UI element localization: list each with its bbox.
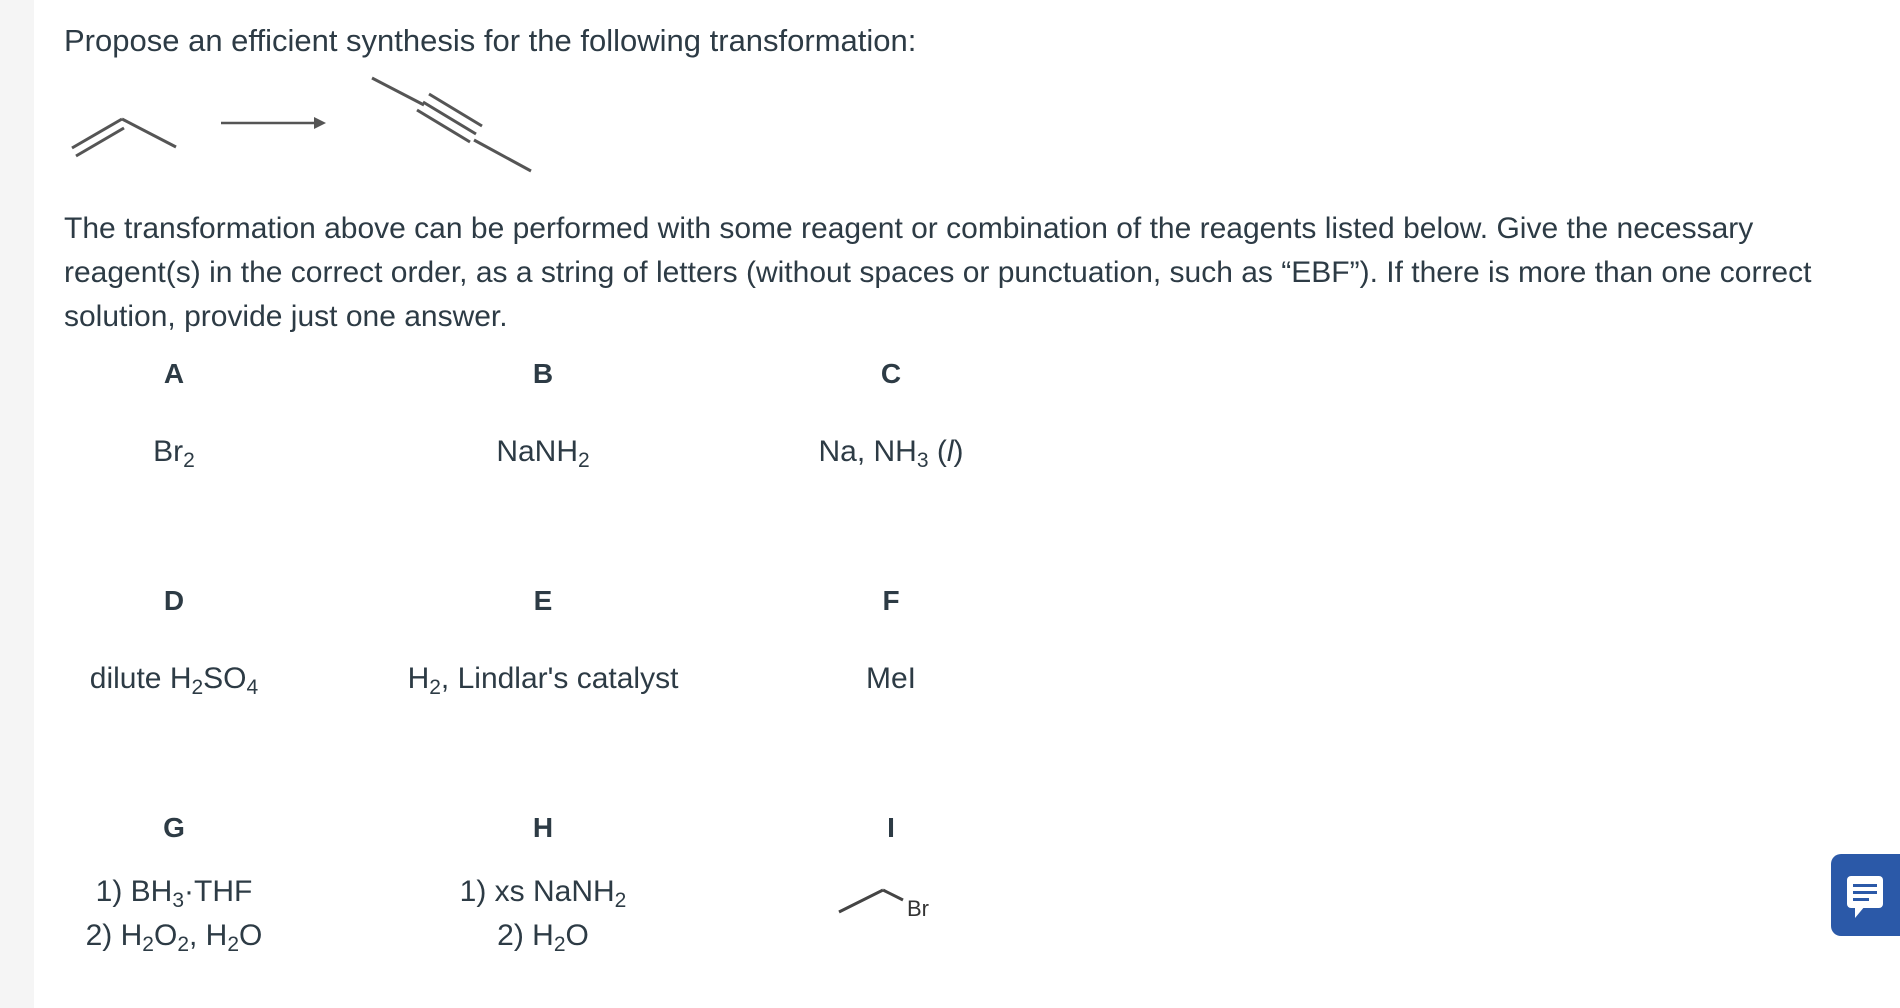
ethyl-bromide-structure bbox=[831, 882, 951, 932]
question-description: The transformation above can be performed with some reagent or combination of the reagents listed below. Give the necessary reagent(s) in the correct order, as a string of letters (without spaces or punctuation, such as “EBF”). If there is more than one correct solution, provide just one answer. bbox=[64, 212, 1812, 333]
option-reagent-g bbox=[4, 870, 344, 958]
option-reagent-f: MeI bbox=[865, 662, 916, 695]
option-letter-a: A bbox=[163, 358, 185, 389]
option-reagent-i bbox=[721, 882, 1061, 932]
reaction-scheme bbox=[64, 70, 564, 180]
reagent-step-2: 2) $H_2O$ bbox=[497, 919, 589, 956]
reagent-step-1: 1) $BH_3\cdot THF$ bbox=[95, 875, 253, 912]
option-letter-c: C bbox=[880, 358, 902, 389]
option-letter-d: D bbox=[163, 585, 185, 616]
option-letter-f: F bbox=[882, 585, 900, 616]
option-letter-g: G bbox=[163, 812, 185, 843]
feedback-button[interactable] bbox=[1831, 854, 1900, 936]
butyne-right-methyl bbox=[474, 140, 531, 171]
option-reagent-b: NaNH$_2$ bbox=[496, 435, 590, 472]
option-reagent-e: $H_2$, Lindlar's catalyst bbox=[407, 662, 679, 699]
question-container bbox=[64, 22, 1894, 60]
butyne-left-methyl bbox=[372, 78, 424, 105]
reaction-arrow-head bbox=[314, 117, 326, 129]
reagent-step-1: 1) xs NaNH$_2$ bbox=[459, 875, 627, 912]
option-reagent-a: $Br_2$ bbox=[153, 435, 195, 472]
option-letter-h: H bbox=[532, 812, 554, 843]
option-letter-b: B bbox=[532, 358, 554, 389]
option-reagent-c: Na, $NH_3$ (l) bbox=[818, 435, 964, 472]
propene-single-bond bbox=[122, 119, 176, 147]
reagent-step-2: 2) $H_2O_2$, $H_2O$ bbox=[85, 919, 263, 956]
option-letter-i: I bbox=[887, 812, 895, 843]
left-sidebar-strip bbox=[0, 0, 34, 1008]
option-reagent-d: dilute $H_2SO_4$ bbox=[89, 662, 259, 699]
message-icon bbox=[1831, 854, 1900, 936]
bromine-label: Br bbox=[907, 896, 929, 921]
option-reagent-h bbox=[373, 870, 713, 958]
question-prompt: Propose an efficient synthesis for the following transformation: bbox=[64, 23, 917, 58]
option-letter-e: E bbox=[533, 585, 553, 616]
